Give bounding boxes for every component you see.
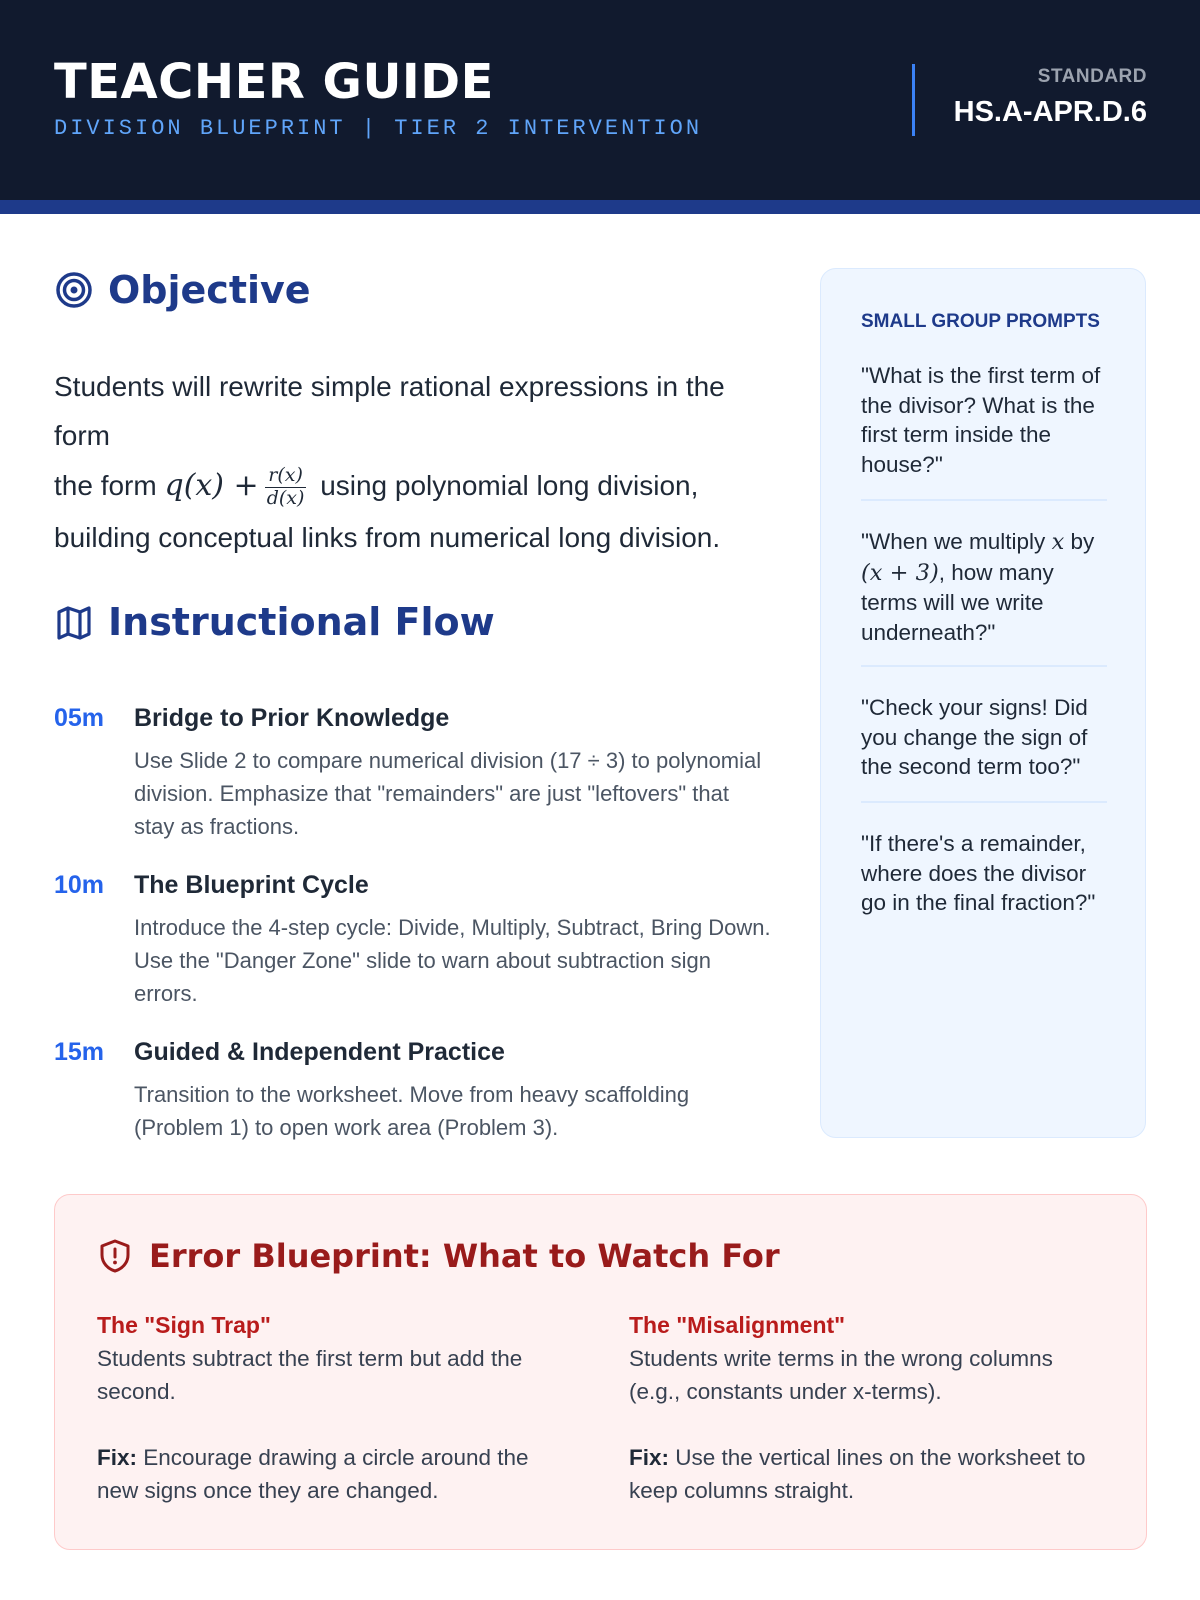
flow-title: Bridge to Prior Knowledge (134, 704, 450, 732)
standard-code: HS.A-APR.D.6 (953, 96, 1147, 128)
fix-text: Use the vertical lines on the worksheet to keep columns straight. (629, 1445, 1086, 1503)
error-title: The "Misalignment" (629, 1312, 846, 1338)
error-desc: Students subtract the first term but add the second. (97, 1346, 523, 1404)
page-header (0, 0, 1200, 214)
objective-text-part2: using polynomial long division, building conceptual links from numerical long division. (54, 470, 721, 553)
error-title: The "Sign Trap" (97, 1312, 271, 1338)
fix-text: Encourage drawing a circle around the new signs once they are changed. (97, 1445, 529, 1503)
flow-time: 10m (54, 871, 105, 899)
small-group-prompts-panel (820, 268, 1146, 1138)
flow-time: 05m (54, 704, 105, 732)
fraction-denominator: d(x) (266, 487, 305, 510)
objective-heading-label: Objective (108, 268, 311, 312)
prompt-item: "Check your signs! Did you change the sign of the second term too?" (861, 695, 1088, 779)
target-icon (54, 270, 94, 310)
error-fix (629, 1441, 1089, 1507)
objective-text: Students will rewrite simple rational expressions in the form the form q(x) + $\frac{r(x)}{d(x)}$ using polynomial long division, building conceptual links from numerical long division. (54, 371, 725, 553)
shield-alert-icon (97, 1238, 133, 1274)
math-variable: x (1051, 529, 1065, 555)
header-divider (912, 64, 915, 136)
math-expression: (x + 3) (861, 559, 939, 586)
prompt-separator (861, 499, 1107, 501)
error-item (629, 1309, 1089, 1507)
prompt-separator (861, 801, 1107, 803)
error-item (97, 1309, 557, 1507)
fraction-numerator: r(x) (265, 465, 307, 488)
fix-label: Fix: (629, 1445, 670, 1470)
flow-title: The Blueprint Cycle (134, 871, 369, 899)
prompt-separator (861, 665, 1107, 667)
prompt-item (861, 527, 1107, 647)
error-fix (97, 1441, 557, 1507)
error-heading-label: Error Blueprint: What to Watch For (149, 1237, 780, 1275)
prompts-label: SMALL GROUP PROMPTS (861, 311, 1100, 332)
prompt-text: , how many terms will we write underneath?" (861, 559, 1054, 645)
fix-label: Fix: (97, 1445, 138, 1470)
prompt-item: "What is the first term of the divisor? What is the first term inside the house?" (861, 363, 1101, 477)
objective-text-part1: Students will rewrite simple rational expressions in the form (54, 371, 725, 451)
math-quotient: q(x) + (164, 468, 259, 503)
map-icon (54, 602, 94, 642)
page-subtitle: DIVISION BLUEPRINT | TIER 2 INTERVENTION (54, 116, 703, 141)
flow-desc: Transition to the worksheet. Move from heavy scaffolding (Problem 1) to open work area (Problem 3). (134, 1082, 690, 1140)
flow-time: 15m (54, 1038, 105, 1066)
error-desc: Students write terms in the wrong columns (e.g., constants under x-terms). (629, 1346, 1053, 1404)
flow-desc: Introduce the 4-step cycle: Divide, Multiply, Subtract, Bring Down. Use the "Danger Zone" slide to warn about subtraction sign errors. (134, 915, 771, 1006)
prompt-item: "If there's a remainder, where does the divisor go in the final fraction?" (861, 831, 1096, 915)
math-fraction (265, 465, 307, 510)
prompt-text: by (1070, 529, 1095, 554)
flow-title: Guided & Independent Practice (134, 1038, 505, 1066)
page-title: TEACHER GUIDE (54, 54, 494, 110)
error-heading (97, 1237, 780, 1275)
flow-desc: Use Slide 2 to compare numerical division (17 ÷ 3) to polynomial division. Emphasize that "remainders" are just "leftovers" that stay as fractions. (134, 748, 762, 839)
objective-heading (54, 268, 311, 312)
error-blueprint-panel (54, 1194, 1147, 1550)
flow-heading (54, 600, 495, 644)
standard-label: STANDARD (1037, 66, 1147, 87)
flow-heading-label: Instructional Flow (108, 600, 495, 644)
prompt-text: "When we multiply (861, 529, 1046, 554)
